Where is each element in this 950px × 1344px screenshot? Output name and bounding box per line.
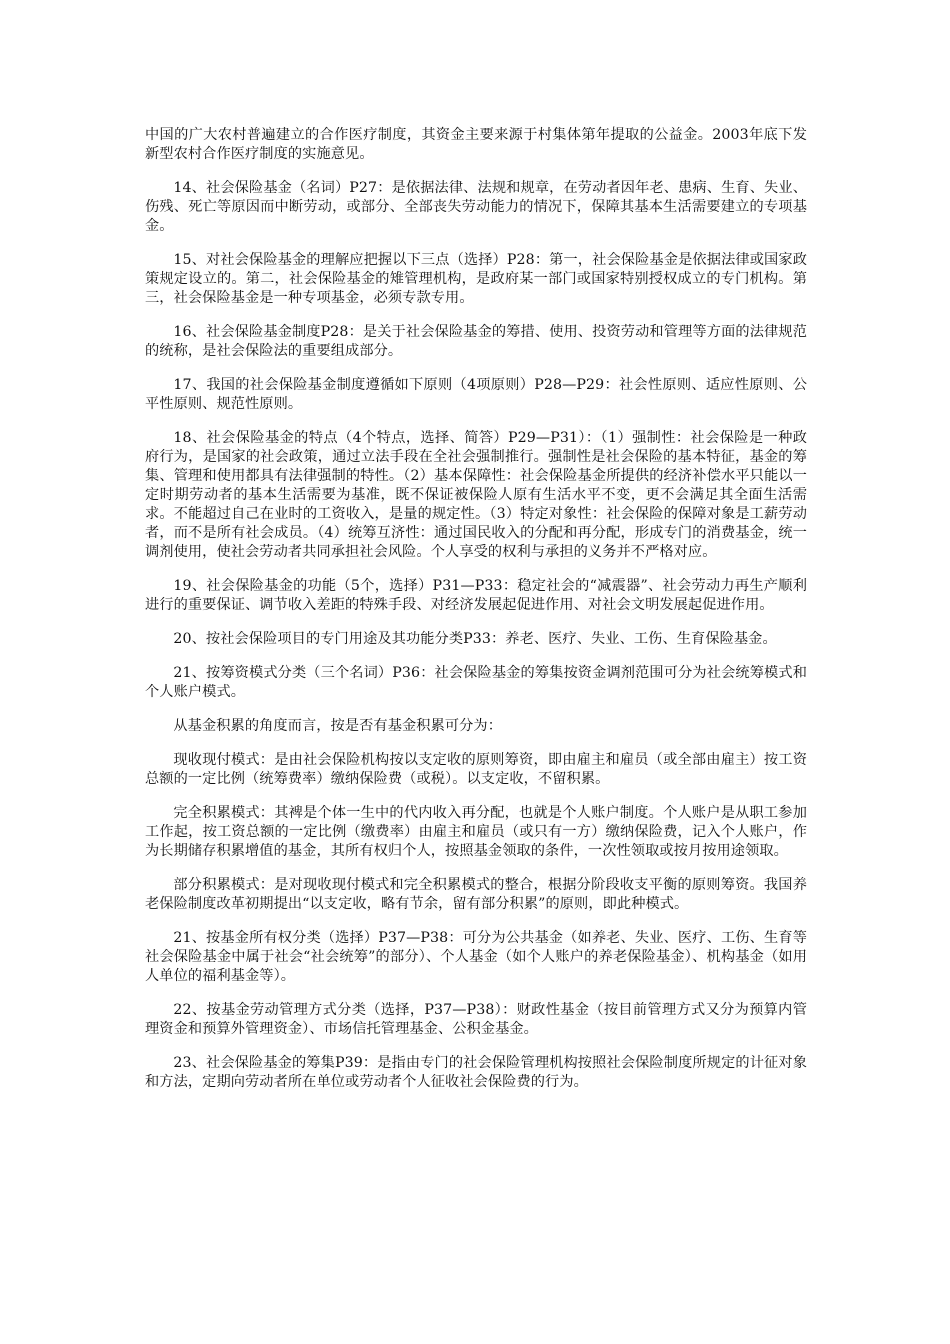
paragraph-intro: 中国的广大农村普遍建立的合作医疗制度，其资金主要来源于村集体第年提取的公益金。2003年底下发新型农村合作医疗制度的实施意见。 [145, 127, 807, 162]
paragraph-18: 18、社会保险基金的特点（4个特点，选择、简答）P29—P31）：（1）强制性：社会保险是一种政府行为，是国家的社会政策，通过立法手段在全社会强制推行。强制性是社会保险的基本特征，基金的筹集、管理和使用都具有法律强制的特性。（2）基本保障性：社会保险基金所提供的经济补偿水平只能以一定时期劳动者的基本生活需要为基准，既不保证被保险人原有生活水平不变，更不会满足其全面生活需求。不能超过自己在业时的工资收入，是量的规定性。（3）特定对象性：社会保险的保障对象是工薪劳动者，而不是所有社会成员。（4）统筹互济性：通过国民收入的分配和再分配，形成专门的消费基金，统一调剂使用，使社会劳动者共同承担社会风险。个人享受的权利与承担的义务并不严格对应。 [145, 430, 807, 560]
paragraph-14: 14、社会保险基金（名词）P27：是依据法律、法规和规章，在劳动者因年老、患病、生育、失业、伤残、死亡等原因而中断劳动，或部分、全部丧失劳动能力的情况下，保障其基本生活需要建立的专项基金。 [145, 180, 807, 234]
paragraph-21-ownership: 21、按基金所有权分类（选择）P37—P38：可分为公共基金（如养老、失业、医疗、工伤、生育等社会保险基金中属于社会“社会统筹”的部分）、个人基金（如个人账户的养老保险基金）、机构基金（如用人单位的福利基金等）。 [145, 930, 807, 984]
paragraph-pay-as-you-go: 现收现付模式：是由社会保险机构按以支定收的原则筹资，即由雇主和雇员（或全部由雇主）按工资总额的一定比例（统筹费率）缴纳保险费（或税）。以支定收，不留积累。 [145, 752, 807, 787]
paragraph-full-accumulation: 完全积累模式：其裨是个体一生中的代内收入再分配，也就是个人账户制度。个人账户是从职工参加工作起，按工资总额的一定比例（缴费率）由雇主和雇员（或只有一方）缴纳保险费，记入个人账户，作为长期储存积累增值的基金，其所有权归个人，按照基金领取的条件，一次性领取或按月按用途领取。 [145, 805, 807, 859]
paragraph-accumulation-intro: 从基金积累的角度而言，按是否有基金积累可分为： [173, 718, 503, 734]
paragraph-19: 19、社会保险基金的功能（5个，选择）P31—P33：稳定社会的“减震器”、社会劳动力再生产顺利进行的重要保证、调节收入差距的特殊手段、对经济发展起促进作用、对社会文明发展起促进作用。 [145, 578, 807, 613]
paragraph-17: 17、我国的社会保险基金制度遵循如下原则（4项原则）P28—P29：社会性原则、适应性原则、公平性原则、规范性原则。 [145, 377, 807, 412]
paragraph-16: 16、社会保险基金制度P28：是关于社会保险基金的筹措、使用、投资劳动和管理等方面的法律规范的统称，是社会保险法的重要组成部分。 [145, 324, 807, 359]
document-page [145, 126, 807, 1107]
paragraph-23: 23、社会保险基金的筹集P39：是指由专门的社会保险管理机构按照社会保险制度所规定的计征对象和方法，定期向劳动者所在单位或劳动者个人征收社会保险费的行为。 [145, 1055, 807, 1090]
paragraph-partial-accumulation: 部分积累模式：是对现收现付模式和完全积累模式的整合，根据分阶段收支平衡的原则筹资。我国养老保险制度改革初期提出“以支定收，略有节余，留有部分积累”的原则，即此种模式。 [145, 877, 807, 912]
paragraph-21-financing-mode: 21、按筹资模式分类（三个名词）P36：社会保险基金的筹集按资金调剂范围可分为社会统筹模式和个人账户模式。 [145, 665, 807, 700]
paragraph-20: 20、按社会保险项目的专门用途及其功能分类P33：养老、医疗、失业、工伤、生育保险基金。 [173, 631, 777, 647]
paragraph-15: 15、对社会保险基金的理解应把握以下三点（选择）P28：第一，社会保险基金是依据法律或国家政策规定设立的。第二，社会保险基金的雉管理机构，是政府某一部门或国家特别授权成立的专门机构。第三，社会保险基金是一种专项基金，必须专款专用。 [145, 252, 807, 306]
paragraph-22: 22、按基金劳动管理方式分类（选择，P37—P38）：财政性基金（按目前管理方式又分为预算内管理资金和预算外管理资金）、市场信托管理基金、公积金基金。 [145, 1002, 807, 1037]
